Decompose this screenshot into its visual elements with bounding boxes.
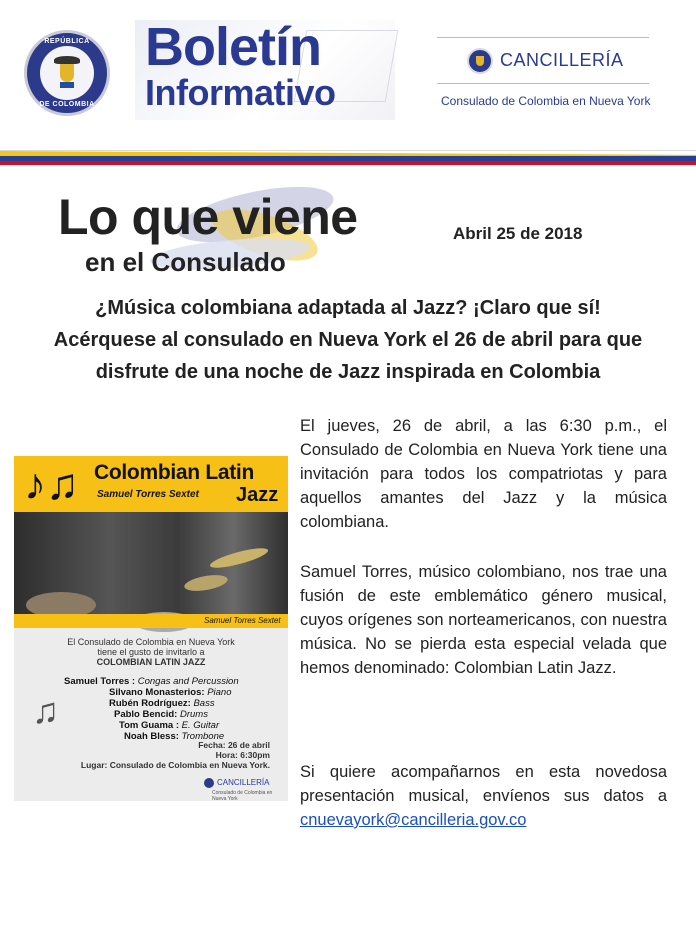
poster-subtitle: Samuel Torres Sextet (97, 489, 199, 500)
headline-line: ¿Música colombiana adaptada al Jazz? ¡Claro que sí! (95, 297, 601, 319)
poster-logo-subtext: Consulado de Colombia en Nueva York (212, 790, 273, 802)
poster-logo-text: CANCILLERÍA (217, 778, 270, 787)
contact-text: Si quiere acompañarnos en esta novedosa presentación musical, envíenos sus datos a (300, 763, 667, 805)
banner-subtitle: en el Consulado (85, 247, 286, 277)
poster-title-jazz: Jazz (236, 484, 279, 506)
headline (0, 292, 696, 388)
band-photo (14, 512, 288, 628)
divider-top (437, 37, 649, 38)
poster-invite-line: COLOMBIAN LATIN JAZZ (96, 657, 206, 667)
body-paragraph-3 (300, 760, 667, 832)
poster-time: Hora: 6:30pm (215, 750, 270, 760)
music-notes-icon: ♫ (32, 690, 59, 731)
poster-caption: Samuel Torres Sextet (204, 616, 281, 625)
header-rule (0, 150, 696, 151)
seal-text-top: REPÚBLICA (44, 38, 90, 45)
poster-venue: Lugar: Consulado de Colombia en Nueva York. (80, 760, 270, 770)
headline-line: disfrute de una noche de Jazz inspirada en Colombia (95, 361, 601, 383)
cymbal (208, 544, 269, 571)
cancilleria-logo-icon (204, 778, 214, 788)
issue-date: Abril 25 de 2018 (453, 224, 583, 243)
poster-title: Colombian Latin (94, 461, 254, 484)
musician-row: Tom Guama : E. Guitar (119, 720, 220, 731)
cancilleria-logo-icon (467, 48, 493, 74)
body-paragraph-1: El jueves, 26 de abril, a las 6:30 p.m., el Consulado de Colombia en Nueva York tiene una invitación para todos los compatriotas y para aquellos amantes del Jazz y la música colombiana. (300, 417, 667, 531)
musician-row: Silvano Monasterios: Piano (109, 687, 232, 698)
musician-row: Noah Bless: Trombone (124, 731, 225, 742)
seal-text-bottom: DE COLOMBIA (39, 101, 95, 108)
colombia-seal-logo (24, 30, 110, 116)
musician-row: Pablo Bencid: Drums (114, 709, 208, 720)
musician-row: Rubén Rodríguez: Bass (109, 698, 215, 709)
music-notes-icon: ♪♫ (24, 460, 79, 509)
poster-invite-line: tiene el gusto de invitarlo a (97, 647, 205, 657)
cancilleria-label: CANCILLERÍA (500, 50, 624, 70)
headline-line: Acérquese al consulado en Nueva York el 26 de abril para que (53, 329, 643, 351)
boletin-title: Boletín (145, 17, 321, 77)
email-link[interactable]: cnuevayork@cancilleria.gov.co (300, 811, 527, 829)
divider-middle (437, 83, 649, 84)
drum (183, 572, 229, 593)
event-poster (14, 456, 288, 801)
banner-title: Lo que viene (58, 189, 358, 245)
body-paragraph-2: Samuel Torres, músico colombiano, nos trae una fusión de este emblemático género musical, cuyos orígenes son norteamericanos, con nuestra música. No se pierda esta especial velada que hemos denominado: Colombian Latin Jazz. (300, 563, 667, 677)
coat-of-arms-icon (40, 46, 94, 100)
informativo-title: Informativo (145, 72, 336, 113)
poster-date: Fecha: 26 de abril (198, 740, 270, 750)
consulate-label: Consulado de Colombia en Nueva York (441, 94, 651, 108)
musician-row: Samuel Torres : Congas and Percussion (64, 676, 239, 687)
poster-invite-line: El Consulado de Colombia en Nueva York (67, 637, 235, 647)
flag-stripe-red (0, 161, 696, 165)
